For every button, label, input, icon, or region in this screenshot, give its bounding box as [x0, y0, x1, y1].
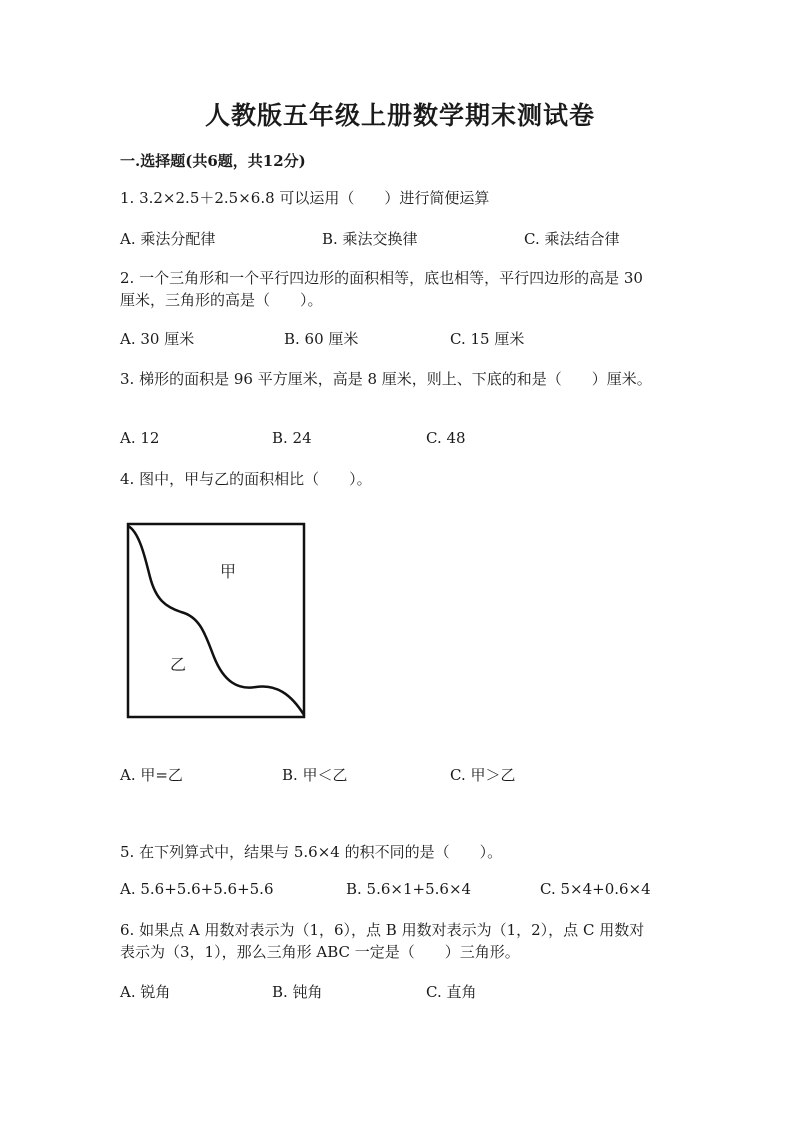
- question-2-option-c[interactable]: C. 15 厘米: [450, 330, 525, 348]
- area-comparison-figure: [126, 522, 308, 722]
- question-3-option-a[interactable]: A. 12: [120, 429, 160, 447]
- question-3-text: 3. 梯形的面积是 96 平方厘米，高是 8 厘米，则上、下底的和是（ ）厘米。: [120, 370, 652, 388]
- question-2-option-b[interactable]: B. 60 厘米: [284, 330, 359, 348]
- section-heading: 一.选择题(共6题，共12分): [120, 152, 306, 170]
- question-6-option-c[interactable]: C. 直角: [426, 983, 477, 1001]
- question-1-option-a[interactable]: A. 乘法分配律: [120, 230, 216, 248]
- question-2-text-line1: 2. 一个三角形和一个平行四边形的面积相等，底也相等，平行四边形的高是 30: [120, 269, 643, 287]
- page-title: 人教版五年级上册数学期末测试卷: [204, 101, 595, 130]
- question-4-option-a[interactable]: A. 甲=乙: [120, 766, 183, 784]
- question-1-option-c[interactable]: C. 乘法结合律: [524, 230, 620, 248]
- question-5-option-c[interactable]: C. 5×4+0.6×4: [540, 880, 651, 898]
- question-6-option-b[interactable]: B. 钝角: [272, 983, 323, 1001]
- question-4-option-c[interactable]: C. 甲＞乙: [450, 766, 516, 784]
- question-3-option-c[interactable]: C. 48: [426, 429, 466, 447]
- label-yi: 乙: [170, 655, 187, 674]
- question-6-option-a[interactable]: A. 锐角: [120, 983, 171, 1001]
- question-1-option-b[interactable]: B. 乘法交换律: [322, 230, 418, 248]
- question-6-text-line1: 6. 如果点 A 用数对表示为（1，6），点 B 用数对表示为（1，2），点 C 用数对: [120, 921, 645, 939]
- question-4-text: 4. 图中，甲与乙的面积相比（ ）。: [120, 470, 372, 488]
- question-5-text: 5. 在下列算式中，结果与 5.6×4 的积不同的是（ ）。: [120, 843, 503, 861]
- question-6-text-line2: 表示为（3，1），那么三角形 ABC 一定是（ ）三角形。: [120, 943, 520, 961]
- question-2-text-line2: 厘米，三角形的高是（ ）。: [120, 291, 323, 309]
- question-1-text: 1. 3.2×2.5＋2.5×6.8 可以运用（ ）进行简便运算: [120, 189, 490, 207]
- question-3-option-b[interactable]: B. 24: [272, 429, 312, 447]
- question-4-option-b[interactable]: B. 甲＜乙: [282, 766, 348, 784]
- label-jia: 甲: [220, 562, 237, 581]
- question-5-option-b[interactable]: B. 5.6×1+5.6×4: [346, 880, 472, 898]
- question-2-option-a[interactable]: A. 30 厘米: [120, 330, 195, 348]
- figure-square: [128, 524, 304, 717]
- question-5-option-a[interactable]: A. 5.6+5.6+5.6+5.6: [120, 880, 274, 898]
- dividing-curve: [128, 526, 304, 715]
